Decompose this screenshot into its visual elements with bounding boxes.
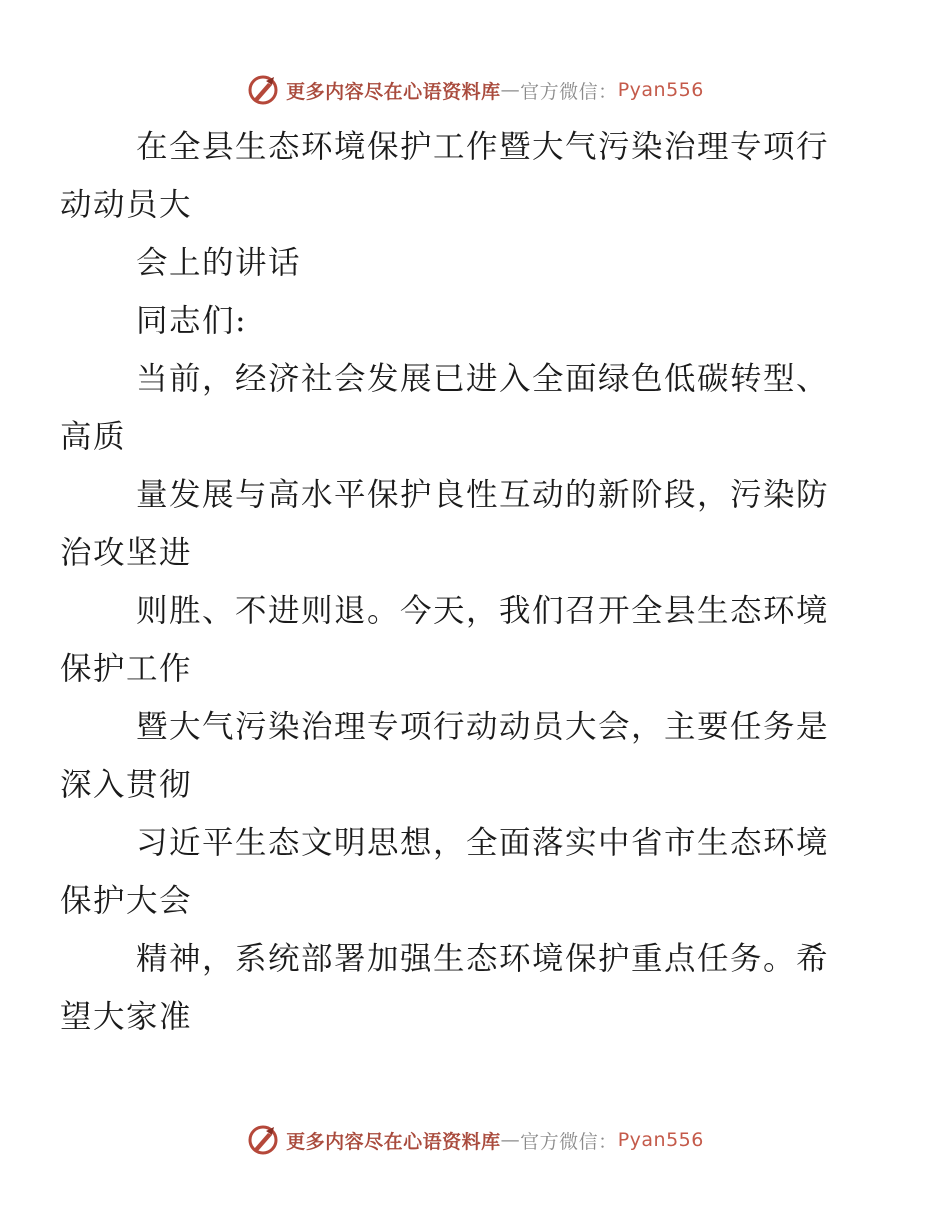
line-main: 习近平生态文明思想，全面落实中省市生态环境 (136, 825, 830, 861)
line-wrap: 保护工作 (60, 651, 193, 687)
line-wrap: 保护大会 (60, 883, 193, 919)
watermark-dash: — (500, 1129, 521, 1151)
document-line (60, 698, 858, 814)
line-main: 会上的讲话 (136, 245, 302, 281)
line-wrap: 高质 (60, 419, 127, 455)
document-line (98, 234, 858, 292)
document-line (60, 350, 858, 466)
line-main: 则胜、不进则退。今天，我们召开全县生态环境 (136, 593, 830, 629)
document-line (60, 814, 858, 930)
line-main: 精神，系统部署加强生态环境保护重点任务。希 (136, 941, 830, 977)
watermark-wechat-label: 官方微信： (520, 80, 618, 103)
watermark-site-text: 更多内容尽在心语资料库 (286, 80, 501, 103)
watermark-wechat-label: 官方微信： (520, 1130, 618, 1153)
watermark-wechat-id: Pyan556 (617, 79, 704, 101)
document-line (98, 292, 858, 350)
watermark-footer (0, 1120, 950, 1160)
pen-logo-icon (246, 1123, 280, 1157)
line-main: 量发展与高水平保护良性互动的新阶段，污染防 (136, 477, 830, 513)
document-line (60, 118, 858, 234)
document-line (60, 466, 858, 582)
document-line (60, 930, 858, 1046)
line-wrap: 治攻坚进 (60, 535, 193, 571)
watermark-dash: — (500, 79, 521, 101)
line-main: 同志们: (136, 303, 248, 339)
watermark-header (0, 70, 950, 110)
line-main: 暨大气污染治理专项行动动员大会，主要任务是 (136, 709, 830, 745)
document-line (60, 582, 858, 698)
watermark-wechat-id: Pyan556 (617, 1129, 704, 1151)
line-wrap: 深入贯彻 (60, 767, 193, 803)
watermark-site-text: 更多内容尽在心语资料库 (286, 1130, 501, 1153)
document-body (60, 118, 858, 1046)
line-main: 当前，经济社会发展已进入全面绿色低碳转型、 (136, 361, 830, 397)
pen-logo-icon (246, 73, 280, 107)
line-wrap: 望大家准 (60, 999, 193, 1035)
line-wrap: 动动员大 (60, 187, 193, 223)
line-main: 在全县生态环境保护工作暨大气污染治理专项行 (136, 129, 830, 165)
